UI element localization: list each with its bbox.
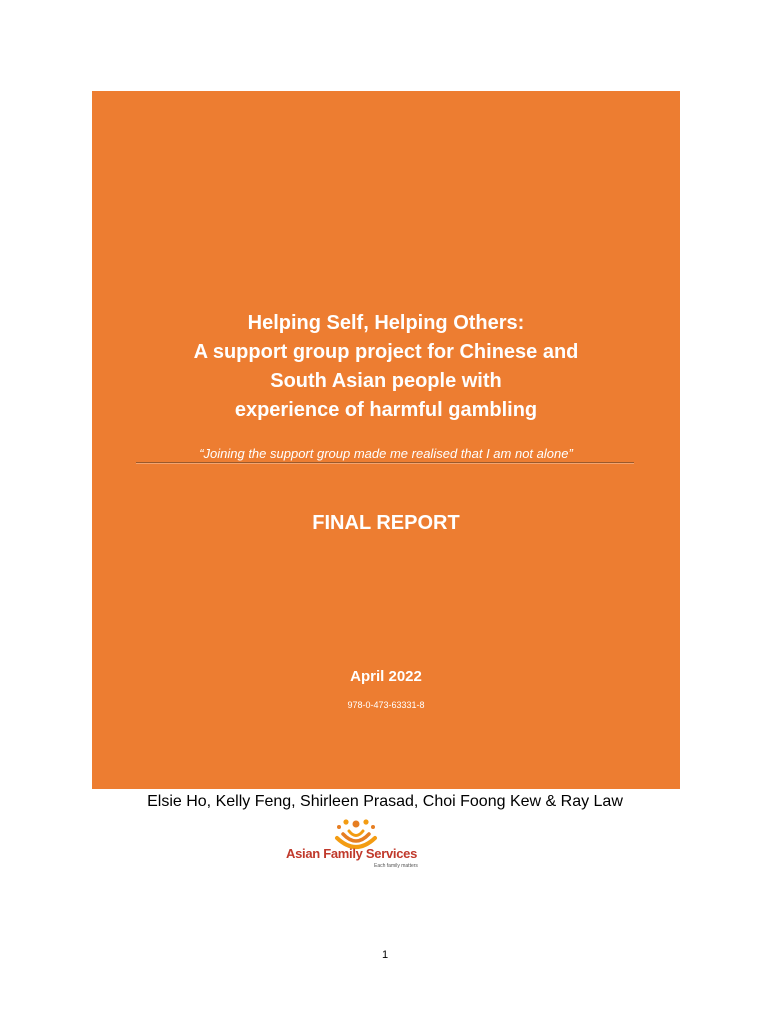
author-list: Elsie Ho, Kelly Feng, Shirleen Prasad, Choi Foong Kew & Ray Law [147,793,623,810]
cover-panel [92,91,680,789]
asian-family-services-logo [286,816,446,874]
report-title [92,309,680,425]
logo-tagline: Each family matters [374,863,418,869]
publication-date: April 2022 [350,668,422,685]
participant-quote: “Joining the support group made me realised that I am not alone” [199,446,573,461]
title-line-4: experience of harmful gambling [234,399,538,421]
title-line-2: A support group project for Chinese and [193,341,579,363]
logo-wordmark: Asian Family Services [286,846,418,861]
page-number: 1 [381,949,389,961]
isbn-number: 978-0-473-63331-8 [347,700,425,710]
title-line-1: Helping Self, Helping Others: [247,312,525,334]
quote-underline [136,462,634,464]
title-line-3: South Asian people with [270,370,502,392]
family-arcs-icon [331,816,381,850]
report-type-label: FINAL REPORT [312,512,460,534]
